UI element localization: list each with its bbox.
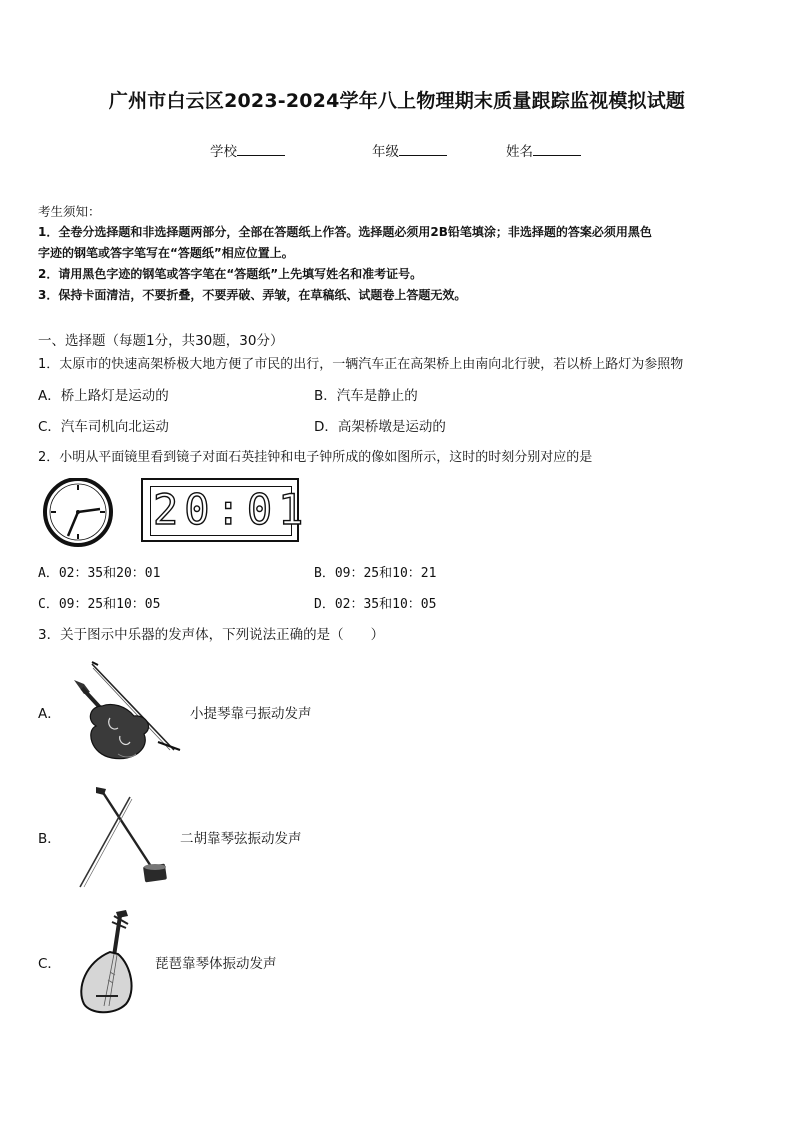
- name-field: [506, 140, 581, 160]
- name-label: 姓名: [506, 144, 533, 160]
- q2-option-a[interactable]: A．02：35和20：01: [38, 566, 161, 581]
- grade-blank[interactable]: [399, 143, 447, 156]
- q1-option-a[interactable]: A．桥上路灯是运动的: [38, 388, 169, 404]
- q1-option-d[interactable]: D．高架桥墩是运动的: [314, 419, 446, 435]
- grade-field: [372, 140, 447, 160]
- q3-option-b-label[interactable]: B．: [38, 831, 61, 847]
- q3-option-b-text: 二胡靠琴弦振动发声: [180, 831, 302, 847]
- school-label: 学校: [210, 144, 237, 160]
- digital-clock-display: 20:01: [153, 485, 310, 534]
- grade-label: 年级: [372, 144, 399, 160]
- q2-stem: 2．小明从平面镜里看到镜子对面石英挂钟和电子钟所成的像如图所示，这时的时刻分别对应的是: [38, 450, 593, 465]
- notice-heading: 考生须知：: [38, 204, 101, 219]
- name-blank[interactable]: [533, 143, 581, 156]
- notice-item-2: 2．请用黑色字迹的钢笔或答字笔在“答题纸”上先填写姓名和准考证号。: [38, 267, 423, 281]
- q3-stem: 3．关于图示中乐器的发声体，下列说法正确的是（ ）: [38, 627, 385, 643]
- q3-option-c-text: 琵琶靠琴体振动发声: [155, 956, 277, 972]
- q1-stem: 1．太原市的快速高架桥极大地方便了市民的出行，一辆汽车正在高架桥上由南向北行驶，若以桥上路灯为参照物: [38, 357, 684, 372]
- q2-option-c[interactable]: C．09：25和10：05: [38, 597, 161, 612]
- q1-option-b[interactable]: B．汽车是静止的: [314, 388, 418, 404]
- q1-option-c[interactable]: C．汽车司机向北运动: [38, 419, 169, 435]
- erhu-icon: [70, 783, 170, 891]
- section-heading: 一、选择题（每题1分，共30题，30分）: [38, 333, 284, 349]
- school-blank[interactable]: [237, 143, 285, 156]
- q3-option-c-label[interactable]: C．: [38, 956, 61, 972]
- q3-option-a-text: 小提琴靠弓振动发声: [190, 706, 312, 722]
- violin-icon: [62, 658, 182, 766]
- pipa-icon: [70, 908, 150, 1018]
- notice-item-1-line-2: 字迹的钢笔或答字笔写在“答题纸”相应位置上。: [38, 246, 294, 260]
- q2-option-b[interactable]: B．09：25和10：21: [314, 566, 437, 581]
- page-title: 广州市白云区2023-2024学年八上物理期末质量跟踪监视模拟试题: [108, 90, 686, 112]
- notice-item-3: 3．保持卡面清洁，不要折叠，不要弄破、弄皱，在草稿纸、试题卷上答题无效。: [38, 288, 467, 302]
- notice-item-1-line-1: 1．全卷分选择题和非选择题两部分，全部在答题纸上作答。选择题必须用2B铅笔填涂；非选择题的答案必须用黑色: [38, 225, 652, 239]
- digital-clock-figure: [141, 478, 310, 542]
- school-field: [210, 140, 285, 160]
- analog-clock-figure: [40, 478, 118, 548]
- q3-option-a-label[interactable]: A．: [38, 706, 61, 722]
- q2-option-d[interactable]: D．02：35和10：05: [314, 597, 437, 612]
